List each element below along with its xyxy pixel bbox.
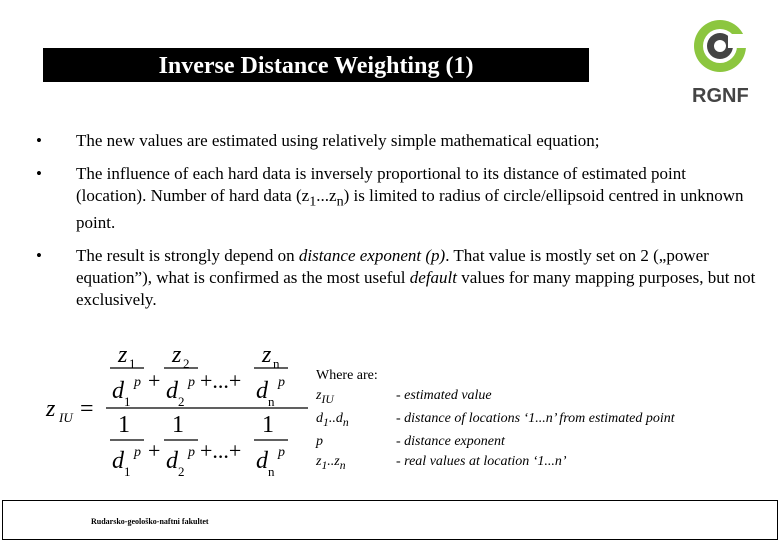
idw-formula	[40, 340, 312, 480]
term-exponent: p	[134, 375, 141, 390]
where-desc: - real values at location ‘1...n’	[396, 453, 567, 469]
bullet-text: The result is strongly depend on distance exponent (p). That value is mostly set on 2 („power equation”), what is confirmed as the most useful default values for many mapping purposes, but not exclusively.	[76, 246, 756, 310]
bullet-text: The new values are estimated using relatively simple mathematical equation;	[76, 131, 600, 150]
term-bottom: d	[256, 378, 268, 404]
footer-bar	[2, 500, 778, 540]
term-exponent: p	[188, 445, 195, 460]
where-desc: - estimated value	[396, 387, 492, 403]
rgnf-logo	[688, 16, 764, 114]
bullet-text: The influence of each hard data is inversely proportional to its distance of estimated point (location). Number of hard data $(z_1...z_n)$ is limited to radius of circle/ellipsoid centred in unknown point.	[76, 164, 744, 233]
term-bottom: d	[166, 378, 178, 404]
term-bottom-sub: 1	[124, 464, 131, 479]
where-symbol: $d_1..d_n$	[316, 410, 349, 429]
bullet-marker: •	[36, 131, 42, 150]
term-bottom-sub: n	[268, 464, 275, 479]
bullet-item	[36, 130, 756, 152]
term-bottom: d	[256, 448, 268, 474]
term-top-sub: 1	[129, 356, 136, 371]
where-legend	[316, 366, 675, 475]
where-row	[316, 386, 675, 409]
bullet-marker: •	[36, 164, 42, 183]
bullet-item	[36, 163, 756, 234]
formula-equals: =	[80, 396, 94, 422]
term-top: 1	[172, 412, 184, 438]
term-top: 1	[118, 412, 130, 438]
where-desc: - distance of locations ‘1...n’ from estimated point	[396, 410, 675, 426]
term-top-sub: 2	[183, 356, 190, 371]
term-bottom: d	[112, 448, 124, 474]
where-symbol: $z_{IU}$	[316, 387, 334, 406]
term-exponent: p	[278, 445, 285, 460]
term-bottom-sub: n	[268, 394, 275, 409]
term-top: 1	[262, 412, 274, 438]
formula-lhs: z	[46, 396, 56, 422]
where-row	[316, 452, 675, 475]
where-heading: Where are:	[316, 368, 378, 383]
formula-lhs-sub: IU	[59, 410, 73, 425]
term-bottom: d	[166, 448, 178, 474]
where-row	[316, 432, 675, 452]
num-ellipsis: +...+	[200, 368, 242, 393]
term-exponent: p	[134, 445, 141, 460]
term-bottom-sub: 1	[124, 394, 131, 409]
term-top-sub: n	[273, 356, 280, 371]
den-plus: +	[148, 438, 161, 463]
term-bottom-sub: 2	[178, 464, 185, 479]
num-plus: +	[148, 368, 161, 393]
logo-text: RGNF	[692, 85, 749, 107]
bullet-item	[36, 245, 756, 311]
term-bottom: d	[112, 378, 124, 404]
term-exponent: p	[278, 375, 285, 390]
den-ellipsis: +...+	[200, 438, 242, 463]
term-bottom-sub: 2	[178, 394, 185, 409]
term-exponent: p	[188, 375, 195, 390]
footer-text: Rudarsko-geološko-naftni fakultet	[91, 517, 209, 526]
slide-title: Inverse Distance Weighting (1)	[43, 48, 589, 82]
where-desc: - distance exponent	[396, 434, 505, 450]
where-symbol: $z_1..z_n$	[316, 453, 346, 472]
term-top: z	[118, 342, 128, 368]
where-row	[316, 409, 675, 432]
where-symbol: p	[316, 434, 323, 450]
bullet-marker: •	[36, 246, 42, 266]
bullet-list	[36, 130, 756, 322]
term-top: z	[262, 342, 272, 368]
term-top: z	[172, 342, 182, 368]
